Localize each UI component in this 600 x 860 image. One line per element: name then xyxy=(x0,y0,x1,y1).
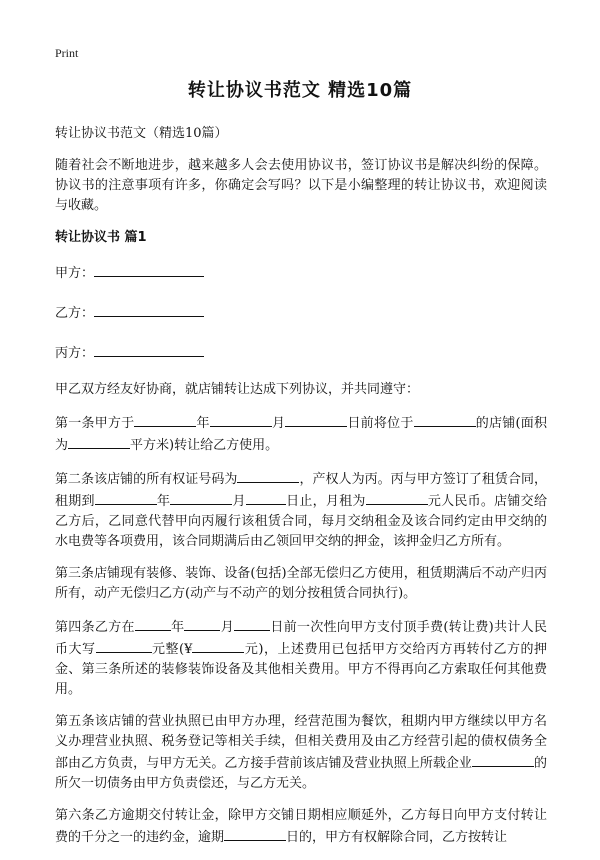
clause-6-text: 日的，甲方有权解除合同，乙方按转让 xyxy=(286,830,508,845)
agreement-intro: 甲乙双方经友好协商，就店铺转让达成下列协议，并共同遵守： xyxy=(55,382,420,397)
clause-5 xyxy=(55,712,547,794)
clause-4-text: 元整(¥ xyxy=(151,642,193,657)
blank xyxy=(366,490,428,505)
party-c-label: 丙方： xyxy=(55,346,95,361)
blank xyxy=(135,616,171,631)
blank xyxy=(210,412,272,427)
intro-paragraph: 随着社会不断地进步，越来越多人会去使用协议书，签订协议书是解决纠纷的保障。协议书的注意事项有许多，你确定会写吗？以下是小编整理的转让协议书，欢迎阅读与收藏。 xyxy=(55,158,547,213)
clause-1-text: 第一条甲方于 xyxy=(55,416,135,431)
party-a-label: 甲方： xyxy=(55,266,95,281)
clause-1-text: 年 xyxy=(196,416,210,431)
clause-4-text: 元)，上述费用已包括甲方交给丙方再转付乙方的押金、第三条所述的装修装饰设备及其他相关费用。甲方不得再向乙方索取任何其他费用。 xyxy=(55,642,547,697)
blank xyxy=(95,490,157,505)
party-b-line xyxy=(55,300,547,328)
clause-5-text: 第五条该店铺的营业执照已由甲方办理，经营范围为餐饮，租期内甲方继续以甲方名义办理营业执照、税务登记等相关手续，但相关费用及由乙方经营引起的债权债务全部由乙方负责，与甲方无关。乙方接手营前该店铺及营业执照上所载企业 xyxy=(55,714,547,771)
party-b-blank xyxy=(94,302,204,317)
print-label: Print xyxy=(55,46,79,60)
clause-1-text: 平方米)转让给乙方使用。 xyxy=(130,438,279,453)
blank xyxy=(192,638,244,653)
clause-6-text: 第六条乙方逾期交付转让金，除甲方交铺日期相应顺延外，乙方每日向甲方支付转让费的千分之一的违约金，逾期 xyxy=(55,808,547,845)
blank xyxy=(184,616,220,631)
clause-6 xyxy=(55,806,547,848)
clause-2-text: 日止，月租为 xyxy=(285,494,366,509)
party-a-line xyxy=(55,260,547,288)
clause-2-text: 年 xyxy=(156,494,171,509)
blank xyxy=(472,752,534,767)
blank xyxy=(170,490,232,505)
party-b-label: 乙方： xyxy=(55,306,95,321)
clause-5-text: 的所欠一切债务由甲方负责偿还，与乙方无关。 xyxy=(55,756,547,791)
document-subtitle: 转让协议书范文（精选10篇） xyxy=(55,126,228,141)
clause-1-text: 日前将位于 xyxy=(347,416,414,431)
party-c-line xyxy=(55,340,547,368)
blank xyxy=(246,490,286,505)
clause-1-text: 的店铺(面积为 xyxy=(55,416,547,453)
clause-4 xyxy=(55,616,547,700)
blank xyxy=(96,638,152,653)
clause-4-text: 月 xyxy=(220,620,235,635)
blank xyxy=(134,412,196,427)
clause-2-text: ，产权人为丙。丙与甲方签订了租赁合同，租期到 xyxy=(55,472,547,509)
clause-2-text: 元人民币。店铺交给乙方后，乙同意代替甲向丙履行该租赁合同，每月交纳租金及该合同约定由甲交纳的水电费等各项费用，该合同期满后由乙领回甲交纳的押金，该押金归乙方所有。 xyxy=(55,494,547,549)
clause-2-text: 月 xyxy=(232,494,246,509)
blank xyxy=(414,412,476,427)
document-title: 转让协议书范文 精选10篇 xyxy=(187,80,413,101)
clause-1 xyxy=(55,412,547,456)
party-c-blank xyxy=(94,342,204,357)
clause-1-text: 月 xyxy=(271,416,286,431)
clause-2 xyxy=(55,468,547,552)
clause-4-text: 年 xyxy=(170,620,185,635)
clause-3: 第三条店铺现有装修、装饰、设备(包括)全部无偿归乙方使用，租赁期满后不动产归丙所有，动产无偿归乙方(动产与不动产的划分按租赁合同执行)。 xyxy=(55,566,547,601)
party-a-blank xyxy=(94,262,204,277)
blank xyxy=(234,616,270,631)
clause-4-text: 日前一次性向甲方支付顶手费(转让费)共计人民币大写 xyxy=(55,620,547,657)
section-heading: 转让协议书 篇1 xyxy=(55,230,147,245)
blank xyxy=(68,434,130,449)
blank xyxy=(224,826,286,841)
document-body xyxy=(55,124,547,860)
blank xyxy=(237,468,299,483)
clause-4-text: 第四条乙方在 xyxy=(55,620,135,635)
blank xyxy=(285,412,347,427)
clause-2-text: 第二条该店铺的所有权证号码为 xyxy=(55,472,238,487)
